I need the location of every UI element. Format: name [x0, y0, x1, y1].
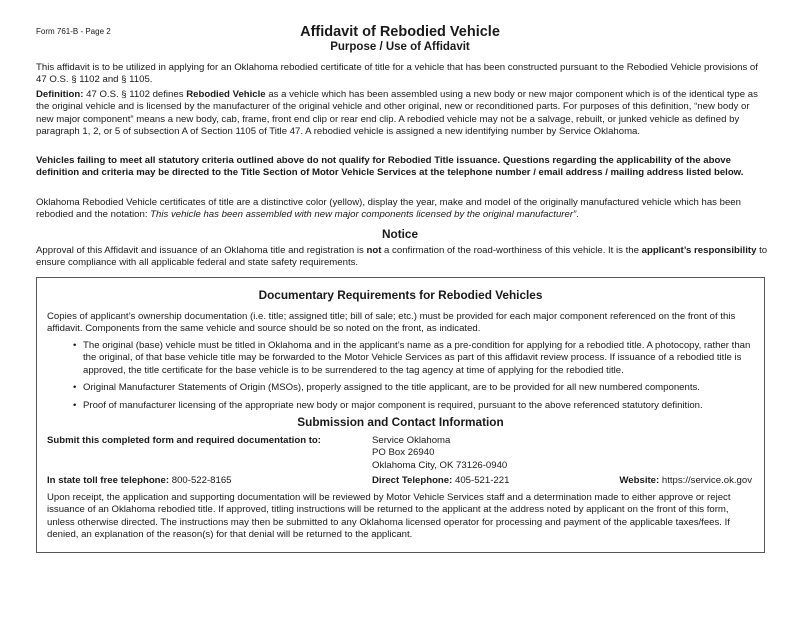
list-item: • The original (base) vehicle must be titled in Oklahoma and in the applicant’s name as a pre-condition for applying for a rebodied title. A photocopy, rather than the original, of that base vehicle title may be forwarded to the Motor Vehicle Services as part of this affidavit review process. If issuance of a rebodied title is approved, the title certificate for the base vehicle is to be surrendered to the tag agency at time of applying for the rebodied title. [73, 340, 757, 377]
direct-number: 405-521-221 [452, 475, 510, 486]
definition-label: Definition: [36, 89, 84, 100]
direct-label: Direct Telephone: [372, 475, 453, 486]
notice-not: not [366, 245, 382, 256]
definition-term: Rebodied Vehicle [186, 89, 266, 100]
page-title: Affidavit of Rebodied Vehicle [300, 24, 500, 40]
definition-paragraph [36, 89, 768, 139]
notice-text-3: to ensure compliance with all applicable federal and state safety requirements. [36, 245, 768, 269]
color-note-text-1: Oklahoma Rebodied Vehicle certificates of title are a distinctive color (yellow), display the year, make and model of the originally manufactured vehicle which has been rebodied and the notation: [36, 197, 741, 221]
doc-requirements-heading: Documentary Requirements for Rebodied Vehicles [258, 288, 543, 302]
list-item: • Proof of manufacturer licensing of the appropriate new body or major component is required, pursuant to the above referenced statutory definition. [73, 400, 757, 412]
notice-paragraph [36, 245, 768, 270]
color-note-paragraph [36, 197, 768, 222]
requirements-box [36, 277, 765, 553]
direct-phone [372, 475, 509, 487]
list-item: • Original Manufacturer Statements of Origin (MSOs), properly assigned to the title applicant, are to be provided for all new numbered components. [73, 382, 757, 394]
color-note-notation: This vehicle has been assembled with new major components licensed by the original manufacturer” [150, 209, 577, 221]
toll-free-number: 800-522-8165 [169, 475, 232, 486]
color-note-text-2: . [576, 209, 579, 221]
toll-free-phone [47, 475, 232, 487]
address-line: Oklahoma City, OK 73126-0940 [372, 459, 508, 471]
notice-text-1: Approval of this Affidavit and issuance of an Oklahoma title and registration is [36, 245, 367, 256]
address-line: PO Box 26940 [372, 447, 435, 459]
submit-label: Submit this completed form and required documentation to: [47, 435, 321, 446]
form-number: Form 761-B - Page 2 [36, 27, 111, 36]
warning-paragraph: Vehicles failing to meet all statutory criteria outlined above do not qualify for Rebodied Title issuance. Questions regarding the applicability of the above definition and criteria may be directed to the Title Section of Motor Vehicle Services at the telephone number / email address / mailing address listed below. [36, 155, 744, 179]
website-label: Website: [619, 475, 660, 486]
definition-text-2: as a vehicle which has been assembled using a new body or new major component which is of the identical type as the original vehicle and is licensed by the manufacturer of the original vehicle and other original, new or reconditioned parts. For purposes of this definition, “new body or new major component” means a new body, cab, frame, front end clip or rear end clip. A rebodied vehicle may not be a salvage, rebuilt, or junked vehicle as defined by paragraph 1, 2, or 5 of subsection A of Section 1105 of Title 47. A rebodied vehicle is assigned a new identifying number by Service Oklahoma. [36, 89, 758, 138]
notice-heading: Notice [381, 227, 419, 241]
website [619, 475, 752, 487]
notice-responsibility: applicant’s responsibility [641, 245, 757, 256]
definition-text-1: 47 O.S. § 1102 defines [83, 89, 187, 100]
closing-paragraph: Upon receipt, the application and supporting documentation will be reviewed by Motor Vehicle Services staff and a determination made to either approve or reject issuance of an Oklahoma rebodied title. If approved, titling instructions will be returned to the applicant at the address noted by applicant on the front of this form, unless otherwise directed. The instructions may then be submitted to any Oklahoma licensed operator for processing and payment of the applicable taxes/fees. If denied, an explanation of the reason(s) for that denial will be returned to the applicant. [47, 492, 731, 541]
page-subtitle: Purpose / Use of Affidavit [330, 41, 470, 53]
doc-requirements-list [73, 340, 757, 417]
doc-requirements-intro: Copies of applicant’s ownership documentation (i.e. title; assigned title; bill of sale; etc.) must be provided for each major component referenced on the front of this affidavit. Components from the same vehicle and source should be so noted on the front, as indicated. [47, 311, 736, 335]
website-url[interactable]: https://service.ok.gov [659, 475, 752, 486]
notice-text-2: a confirmation of the road-worthiness of this vehicle. It is the [381, 245, 642, 256]
intro-paragraph: This affidavit is to be utilized in applying for an Oklahoma rebodied certificate of title for a vehicle that has been constructed pursuant to the Rebodied Vehicle provisions of 47 O.S. § 1102 and § 1105. [36, 62, 758, 86]
toll-free-label: In state toll free telephone: [47, 475, 170, 486]
submission-heading: Submission and Contact Information [297, 415, 504, 429]
mailing-address [372, 435, 507, 472]
address-line: Service Oklahoma [372, 435, 451, 446]
